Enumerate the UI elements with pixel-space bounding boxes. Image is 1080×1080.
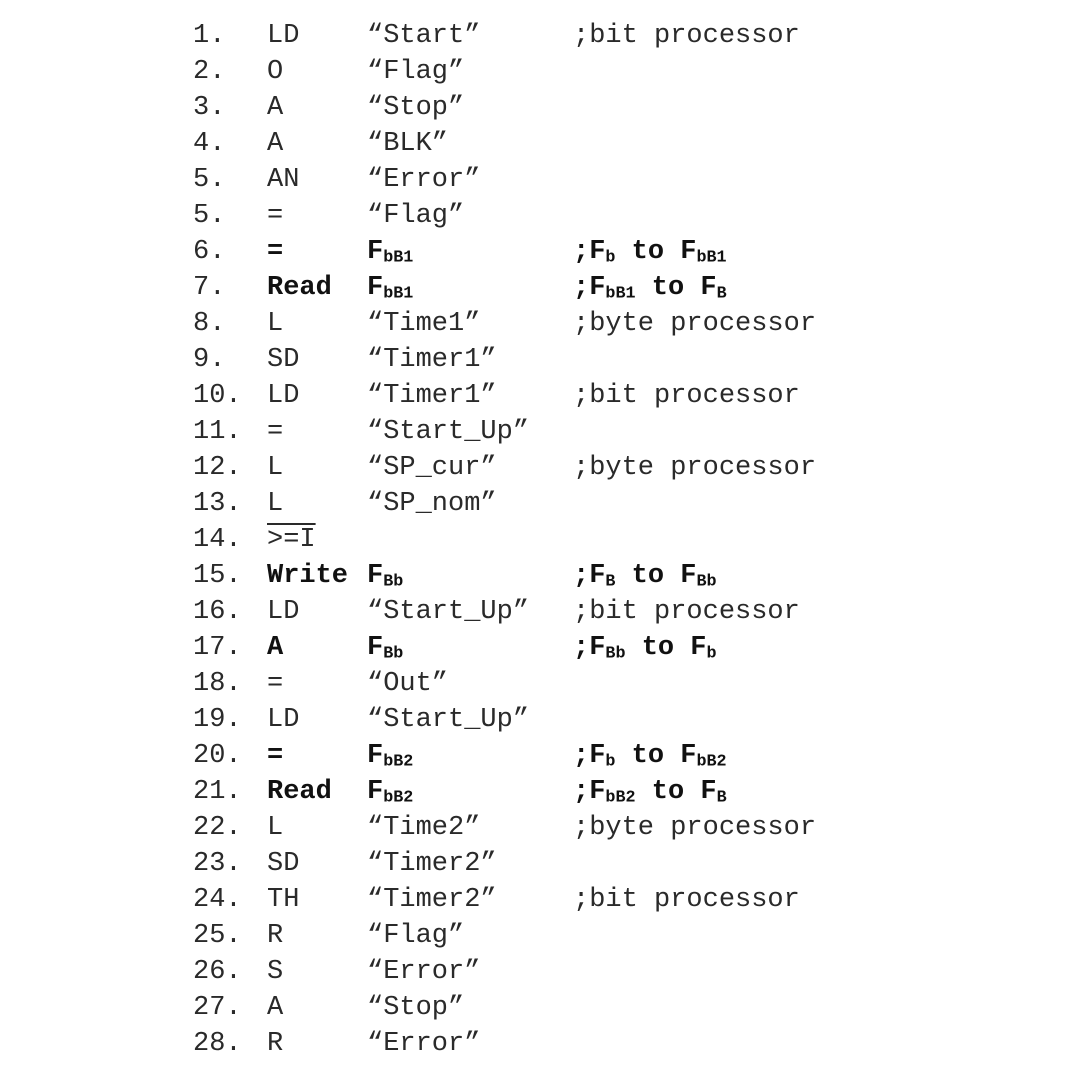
code-line bbox=[193, 594, 893, 630]
code-line bbox=[193, 666, 893, 702]
instruction-comment: ;bit processor bbox=[573, 597, 800, 627]
subscript: B bbox=[605, 572, 616, 592]
code-line bbox=[193, 342, 893, 378]
instruction-comment bbox=[573, 738, 727, 774]
instruction-operand: “Start_Up” bbox=[367, 597, 530, 627]
instruction-opcode: R bbox=[267, 1029, 284, 1058]
code-listing bbox=[193, 18, 893, 1058]
code-line bbox=[193, 450, 893, 486]
instruction-comment: ;byte processor bbox=[573, 309, 817, 339]
instruction-operand: “Time1” bbox=[367, 309, 481, 339]
instruction-comment bbox=[573, 774, 727, 810]
instruction-comment bbox=[573, 630, 717, 666]
code-line bbox=[193, 954, 893, 990]
line-number: 19. bbox=[193, 705, 242, 735]
text-run: to F bbox=[615, 741, 697, 771]
instruction-operand bbox=[367, 738, 413, 774]
text-run: ;F bbox=[573, 777, 606, 807]
code-line bbox=[193, 414, 893, 450]
code-line bbox=[193, 774, 893, 810]
subscript: b bbox=[605, 752, 616, 772]
instruction-opcode: L bbox=[267, 813, 284, 843]
instruction-opcode: SD bbox=[267, 345, 300, 375]
instruction-operand: “Start_Up” bbox=[367, 705, 530, 735]
line-number: 28. bbox=[193, 1029, 242, 1058]
line-number: 23. bbox=[193, 849, 242, 879]
line-number: 3. bbox=[193, 93, 226, 123]
instruction-operand: “Timer2” bbox=[367, 885, 497, 915]
instruction-operand: “SP_nom” bbox=[367, 489, 497, 519]
subscript: bB1 bbox=[605, 284, 636, 304]
instruction-opcode: = bbox=[267, 201, 284, 231]
code-line bbox=[193, 378, 893, 414]
instruction-opcode: = bbox=[267, 741, 284, 771]
text-run: F bbox=[367, 633, 384, 663]
instruction-opcode: A bbox=[267, 993, 284, 1023]
code-line bbox=[193, 234, 893, 270]
instruction-opcode: L bbox=[267, 453, 284, 483]
instruction-opcode: TH bbox=[267, 885, 300, 915]
subscript: bB2 bbox=[383, 788, 414, 808]
instruction-operand: “Flag” bbox=[367, 921, 465, 951]
code-line bbox=[193, 306, 893, 342]
instruction-opcode: O bbox=[267, 57, 284, 87]
text-run: ;F bbox=[573, 273, 606, 303]
code-line bbox=[193, 810, 893, 846]
instruction-operand: “Flag” bbox=[367, 57, 465, 87]
text-run: to F bbox=[615, 561, 697, 591]
instruction-operand: “Start” bbox=[367, 21, 481, 51]
instruction-operand: “Timer1” bbox=[367, 381, 497, 411]
code-line bbox=[193, 90, 893, 126]
instruction-opcode: L bbox=[267, 489, 284, 519]
line-number: 10. bbox=[193, 381, 242, 411]
instruction-comment: ;bit processor bbox=[573, 381, 800, 411]
instruction-opcode: L bbox=[267, 309, 284, 339]
line-number: 14. bbox=[193, 525, 242, 555]
code-line bbox=[193, 198, 893, 234]
instruction-opcode: A bbox=[267, 93, 284, 123]
code-line bbox=[193, 918, 893, 954]
code-line bbox=[193, 990, 893, 1026]
instruction-operand: “Out” bbox=[367, 669, 449, 699]
instruction-opcode: = bbox=[267, 237, 284, 267]
text-run: to F bbox=[635, 777, 717, 807]
code-line bbox=[193, 486, 893, 522]
line-number: 26. bbox=[193, 957, 242, 987]
instruction-operand bbox=[367, 558, 403, 594]
instruction-operand: “Timer2” bbox=[367, 849, 497, 879]
code-line bbox=[193, 162, 893, 198]
instruction-opcode: SD bbox=[267, 849, 300, 879]
line-number: 8. bbox=[193, 309, 226, 339]
instruction-operand: “Timer1” bbox=[367, 345, 497, 375]
line-number: 20. bbox=[193, 741, 242, 771]
subscript: bB2 bbox=[696, 752, 727, 772]
instruction-operand: “Flag” bbox=[367, 201, 465, 231]
text-run: to F bbox=[625, 633, 707, 663]
page-bottom-edge bbox=[0, 1058, 1080, 1080]
instruction-opcode: = bbox=[267, 417, 284, 447]
line-number: 5. bbox=[193, 201, 226, 231]
text-run: F bbox=[367, 273, 384, 303]
instruction-operand: “Error” bbox=[367, 1029, 481, 1058]
code-line bbox=[193, 126, 893, 162]
instruction-operand bbox=[367, 630, 403, 666]
instruction-comment: ;bit processor bbox=[573, 885, 800, 915]
code-line bbox=[193, 630, 893, 666]
instruction-opcode: A bbox=[267, 129, 284, 159]
instruction-opcode: >=I bbox=[267, 525, 316, 555]
line-number: 11. bbox=[193, 417, 242, 447]
subscript: Bb bbox=[696, 572, 717, 592]
code-line bbox=[193, 882, 893, 918]
line-number: 4. bbox=[193, 129, 226, 159]
instruction-opcode: Read bbox=[267, 777, 332, 807]
instruction-operand bbox=[367, 774, 413, 810]
line-number: 13. bbox=[193, 489, 242, 519]
line-number: 18. bbox=[193, 669, 242, 699]
subscript: b bbox=[706, 644, 717, 664]
instruction-opcode: R bbox=[267, 921, 284, 951]
line-number: 7. bbox=[193, 273, 226, 303]
line-number: 5. bbox=[193, 165, 226, 195]
subscript: Bb bbox=[383, 644, 404, 664]
subscript: bB2 bbox=[605, 788, 636, 808]
line-number: 22. bbox=[193, 813, 242, 843]
instruction-opcode: LD bbox=[267, 705, 300, 735]
instruction-operand bbox=[367, 270, 413, 306]
instruction-comment bbox=[573, 234, 727, 270]
text-run: F bbox=[367, 237, 384, 267]
subscript: bB1 bbox=[383, 248, 414, 268]
text-run: to F bbox=[635, 273, 717, 303]
instruction-opcode: LD bbox=[267, 597, 300, 627]
instruction-opcode: Read bbox=[267, 273, 332, 303]
line-number: 24. bbox=[193, 885, 242, 915]
subscript: B bbox=[716, 284, 727, 304]
subscript: b bbox=[605, 248, 616, 268]
text-run: to F bbox=[615, 237, 697, 267]
instruction-operand: “Start_Up” bbox=[367, 417, 530, 447]
line-number: 27. bbox=[193, 993, 242, 1023]
line-number: 2. bbox=[193, 57, 226, 87]
code-line bbox=[193, 738, 893, 774]
instruction-operand: “Stop” bbox=[367, 93, 465, 123]
line-number: 17. bbox=[193, 633, 242, 663]
code-line bbox=[193, 54, 893, 90]
instruction-opcode: S bbox=[267, 957, 284, 987]
code-line bbox=[193, 1026, 893, 1058]
instruction-operand bbox=[367, 234, 413, 270]
subscript: bB1 bbox=[696, 248, 727, 268]
instruction-comment: ;bit processor bbox=[573, 21, 800, 51]
code-line bbox=[193, 18, 893, 54]
text-run: ;F bbox=[573, 561, 606, 591]
subscript: B bbox=[716, 788, 727, 808]
line-number: 12. bbox=[193, 453, 242, 483]
instruction-comment bbox=[573, 270, 727, 306]
text-run: ;F bbox=[573, 633, 606, 663]
code-line bbox=[193, 522, 893, 558]
instruction-comment bbox=[573, 558, 717, 594]
line-number: 15. bbox=[193, 561, 242, 591]
instruction-opcode: = bbox=[267, 669, 284, 699]
instruction-operand: “BLK” bbox=[367, 129, 449, 159]
code-line bbox=[193, 702, 893, 738]
instruction-opcode: LD bbox=[267, 381, 300, 411]
instruction-operand: “Stop” bbox=[367, 993, 465, 1023]
subscript: bB2 bbox=[383, 752, 414, 772]
instruction-opcode: AN bbox=[267, 165, 300, 195]
text-run: ;F bbox=[573, 741, 606, 771]
instruction-operand: “SP_cur” bbox=[367, 453, 497, 483]
line-number: 21. bbox=[193, 777, 242, 807]
subscript: bB1 bbox=[383, 284, 414, 304]
text-run: F bbox=[367, 777, 384, 807]
line-number: 25. bbox=[193, 921, 242, 951]
instruction-comment: ;byte processor bbox=[573, 813, 817, 843]
text-run: ;F bbox=[573, 237, 606, 267]
line-number: 1. bbox=[193, 21, 226, 51]
instruction-opcode: Write bbox=[267, 561, 349, 591]
code-line bbox=[193, 558, 893, 594]
text-run: F bbox=[367, 741, 384, 771]
text-run: F bbox=[367, 561, 384, 591]
instruction-opcode: A bbox=[267, 633, 284, 663]
instruction-operand: “Error” bbox=[367, 165, 481, 195]
line-number: 6. bbox=[193, 237, 226, 267]
line-number: 9. bbox=[193, 345, 226, 375]
instruction-comment: ;byte processor bbox=[573, 453, 817, 483]
instruction-operand: “Time2” bbox=[367, 813, 481, 843]
code-line bbox=[193, 846, 893, 882]
instruction-operand: “Error” bbox=[367, 957, 481, 987]
subscript: Bb bbox=[383, 572, 404, 592]
subscript: Bb bbox=[605, 644, 626, 664]
instruction-opcode: LD bbox=[267, 21, 300, 51]
code-line bbox=[193, 270, 893, 306]
line-number: 16. bbox=[193, 597, 242, 627]
